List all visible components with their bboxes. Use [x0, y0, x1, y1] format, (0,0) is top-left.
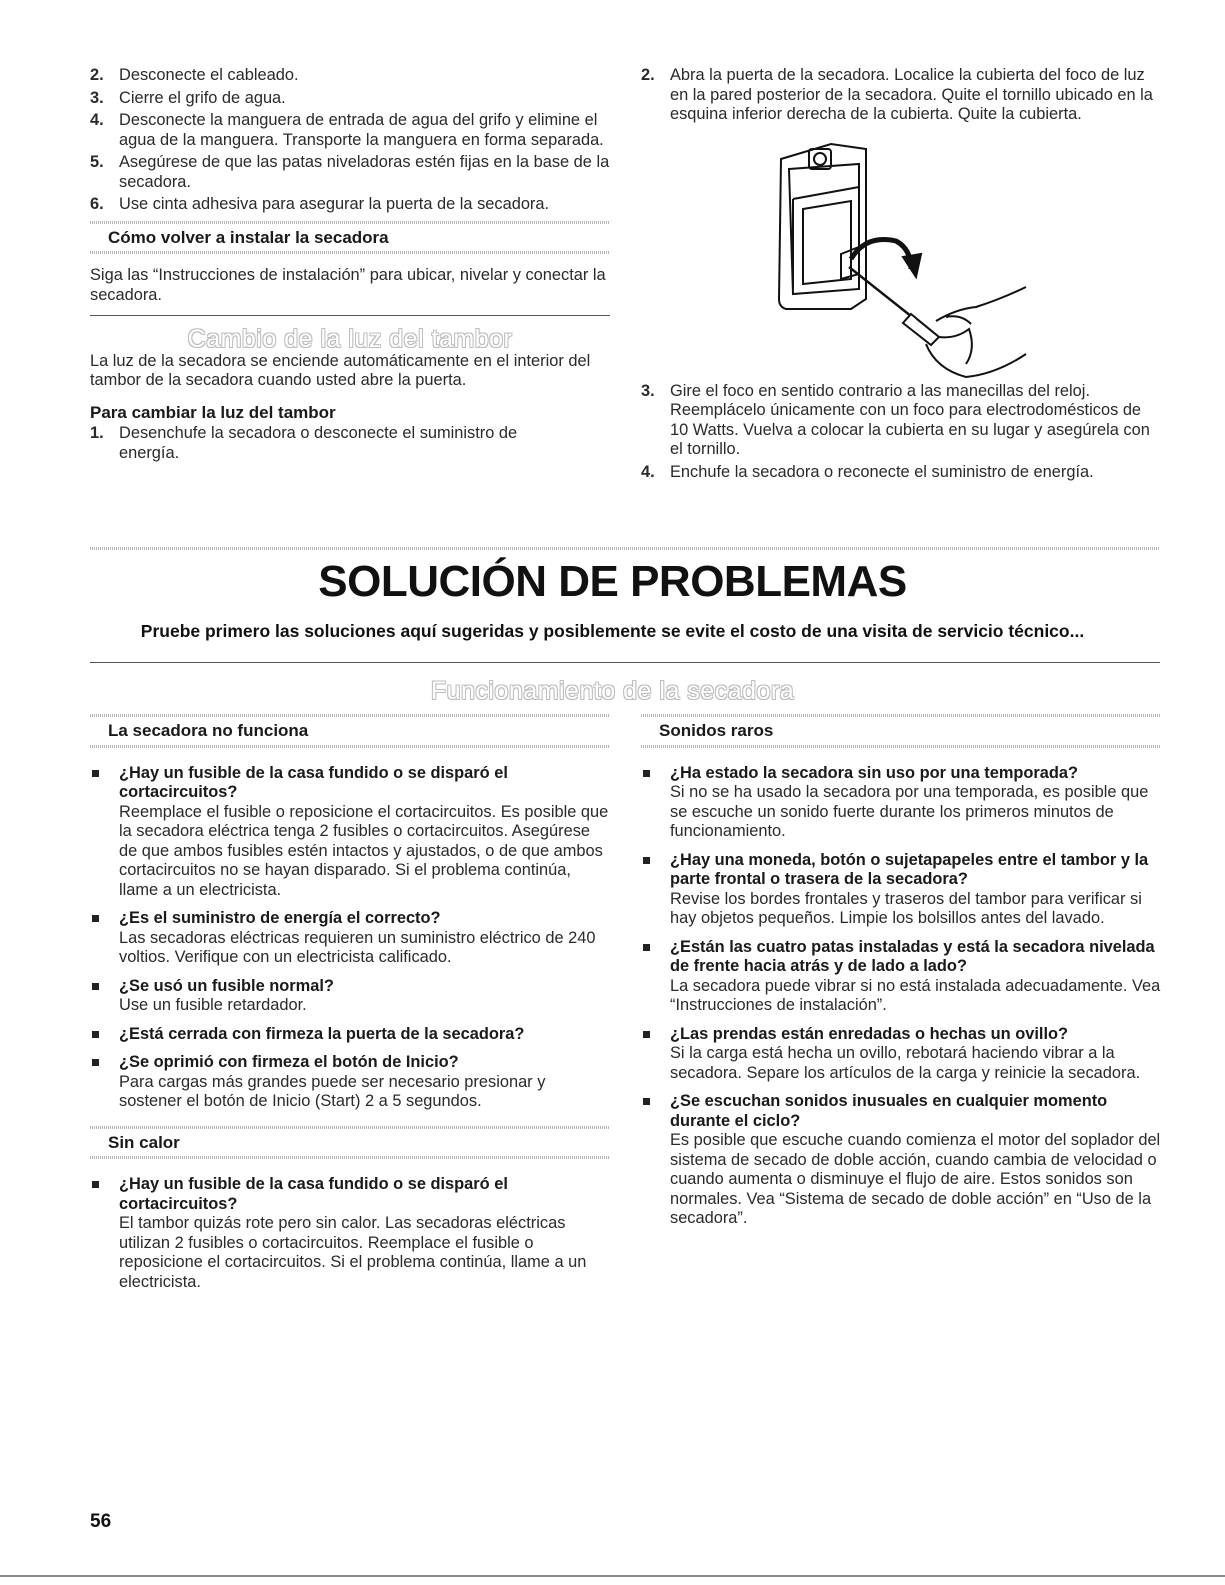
change-light-steps-end — [641, 382, 1161, 483]
list-item — [641, 66, 1161, 125]
list-item — [90, 195, 610, 215]
top-right-column — [641, 66, 1161, 485]
page-subtitle: Pruebe primero las soluciones aquí sugeridas y posiblemente se evite el costo de una visita de servicio técnico... — [140, 621, 1085, 641]
divider — [641, 745, 1161, 748]
question: ¿Hay una moneda, botón o sujetapapeles entre el tambor y la parte frontal o trasera de la secadora? — [670, 850, 1149, 888]
step-number: 1. — [90, 424, 104, 442]
step-text: Enchufe la secadora o reconecte el suministro de energía. — [670, 462, 1094, 481]
divider — [90, 714, 610, 717]
question: ¿Se escuchan sonidos inusuales en cualquier momento durante el ciclo? — [670, 1092, 1108, 1130]
list-item — [641, 1025, 1161, 1084]
question: ¿Hay un fusible de la casa fundido o se disparó el cortacircuitos? — [119, 1175, 508, 1213]
divider — [90, 315, 610, 316]
divider — [90, 662, 1160, 663]
no-funciona-heading: La secadora no funciona — [108, 721, 309, 740]
left-problems-column — [90, 714, 610, 1301]
drum-light-intro: La luz de la secadora se enciende automáticamente en el interior del tambor de la secadora cuando usted abre la puerta. — [90, 351, 591, 389]
screwdriver-cover-icon — [771, 139, 1041, 384]
list-item — [641, 1092, 1161, 1229]
step-text: Desconecte el cableado. — [119, 66, 299, 84]
divider — [90, 251, 610, 254]
list-item — [90, 111, 610, 150]
top-left-column — [90, 66, 610, 466]
list-item — [641, 938, 1161, 1016]
answer: El tambor quizás rote pero sin calor. Las secadoras eléctricas utilizan 2 fusibles o cortacircuitos. Reemplace el fusible o reposicione el cortacircuitos. Si el problema continúa, llame a un electricista. — [119, 1214, 587, 1291]
question: ¿Está cerrada con firmeza la puerta de la secadora? — [119, 1024, 525, 1043]
section-title: Funcionamiento de la secadora — [430, 677, 795, 705]
list-item — [90, 764, 610, 901]
sonidos-list — [641, 764, 1161, 1229]
step-number: 3. — [90, 88, 104, 107]
step-text: Desenchufe la secadora o desconecte el suministro de energía. — [119, 424, 518, 462]
list-item — [90, 1025, 610, 1045]
answer: Si la carga está hecha un ovillo, rebotará haciendo vibrar a la secadora. Separe los artículos de la carga y reinicie la secadora. — [670, 1044, 1141, 1082]
answer: Es posible que escuche cuando comienza el motor del soplador del sistema de secado de doble acción, cuando cambia de velocidad o cuando aumenta o disminuye el flujo de aire. Estos sonidos son normales. Vea “Sistema de secado de doble acción” en “Uso de la secadora”. — [670, 1131, 1161, 1227]
answer: Reemplace el fusible o reposicione el cortacircuitos. Es posible que la secadora eléctrica tenga 2 fusibles o cortacircuitos. Asegúrese de que ambos fusibles estén intactos y ajustados, o de que ambos cortacircuitos no se hayan disparado. Si el problema continúa, llame a un electricista. — [119, 802, 609, 899]
sin-calor-list — [90, 1175, 610, 1292]
change-light-heading: Para cambiar la luz del tambor — [90, 402, 336, 422]
step-text: Cierre el grifo de agua. — [119, 88, 286, 107]
change-light-steps-cont — [641, 66, 1161, 125]
divider — [90, 547, 1160, 550]
question: ¿Se oprimió con firmeza el botón de Inicio? — [119, 1053, 459, 1071]
list-item — [641, 382, 1161, 460]
list-item — [641, 463, 1161, 483]
list-item — [90, 153, 610, 192]
list-item — [641, 851, 1161, 929]
list-item — [90, 424, 610, 463]
list-item — [90, 1053, 610, 1112]
page-title: SOLUCIÓN DE PROBLEMAS — [318, 557, 907, 606]
divider — [90, 221, 610, 224]
sonidos-heading: Sonidos raros — [659, 721, 774, 740]
question: ¿Se usó un fusible normal? — [119, 976, 334, 995]
answer: Si no se ha usado la secadora por una temporada, es posible que se escuche un sonido fuerte durante los primeros minutos de funcionamiento. — [670, 783, 1149, 840]
list-item — [90, 1175, 610, 1292]
answer: Para cargas más grandes puede ser necesario presionar y sostener el botón de Inicio (Start) 2 a 5 segundos. — [119, 1072, 546, 1110]
list-item — [90, 66, 610, 86]
divider — [0, 1575, 1225, 1577]
step-number: 5. — [90, 153, 104, 171]
divider — [90, 745, 610, 748]
step-number: 2. — [641, 66, 655, 84]
drum-light-title: Cambio de la luz del tambor — [187, 325, 513, 353]
divider — [90, 1156, 610, 1159]
step-text: Desconecte la manguera de entrada de agua del grifo y elimine el agua de la manguera. Transporte la manguera en forma separada. — [119, 111, 604, 149]
divider — [641, 714, 1161, 717]
answer: Las secadoras eléctricas requieren un suministro eléctrico de 240 voltios. Verifique con un electricista calificado. — [119, 928, 596, 966]
step-text: Asegúrese de que las patas niveladoras estén fijas en la base de la secadora. — [119, 153, 610, 191]
disconnect-steps — [90, 66, 610, 215]
change-light-steps — [90, 424, 610, 463]
right-problems-column — [641, 714, 1161, 1238]
sin-calor-heading: Sin calor — [108, 1132, 180, 1152]
step-number: 4. — [90, 111, 104, 129]
step-text: Abra la puerta de la secadora. Localice la cubierta del foco de luz en la pared posterior de la secadora. Quite el tornillo ubicado en la esquina inferior derecha de la cubierta. Quite la cubierta. — [670, 66, 1153, 123]
list-item — [90, 89, 610, 109]
step-number: 3. — [641, 381, 655, 400]
step-text: Gire el foco en sentido contrario a las manecillas del reloj. Reemplácelo únicamente con un foco para electrodomésticos de 10 Watts. Vuelva a colocar la cubierta en su lugar y asegúrela con el tornillo. — [670, 381, 1150, 458]
question: ¿Hay un fusible de la casa fundido o se disparó el cortacircuitos? — [119, 763, 508, 801]
reinstall-heading: Cómo volver a instalar la secadora — [108, 227, 389, 247]
question: ¿Ha estado la secadora sin uso por una temporada? — [670, 763, 1079, 782]
light-cover-illustration — [771, 139, 1041, 384]
divider — [90, 1126, 610, 1129]
step-number: 2. — [90, 66, 104, 84]
page-number: 56 — [90, 1511, 112, 1532]
list-item — [641, 764, 1161, 842]
no-funciona-list — [90, 764, 610, 1112]
list-item — [90, 977, 610, 1016]
question: ¿Es el suministro de energía el correcto? — [119, 909, 441, 927]
step-text: Use cinta adhesiva para asegurar la puerta de la secadora. — [119, 195, 550, 213]
reinstall-text: Siga las “Instrucciones de instalación” para ubicar, nivelar y conectar la secadora. — [90, 266, 606, 304]
answer: Use un fusible retardador. — [119, 996, 307, 1014]
question: ¿Están las cuatro patas instaladas y está la secadora nivelada de frente hacia atrás y de lado a lado? — [670, 937, 1155, 975]
answer: La secadora puede vibrar si no está instalada adecuadamente. Vea “Instrucciones de instalación”. — [670, 976, 1161, 1014]
list-item — [90, 909, 610, 968]
step-number: 4. — [641, 462, 655, 481]
question: ¿Las prendas están enredadas o hechas un ovillo? — [670, 1024, 1069, 1043]
answer: Revise los bordes frontales y traseros del tambor para verificar si hay objetos pequeños. Limpie los bolsillos antes del lavado. — [670, 889, 1142, 927]
step-number: 6. — [90, 195, 104, 213]
